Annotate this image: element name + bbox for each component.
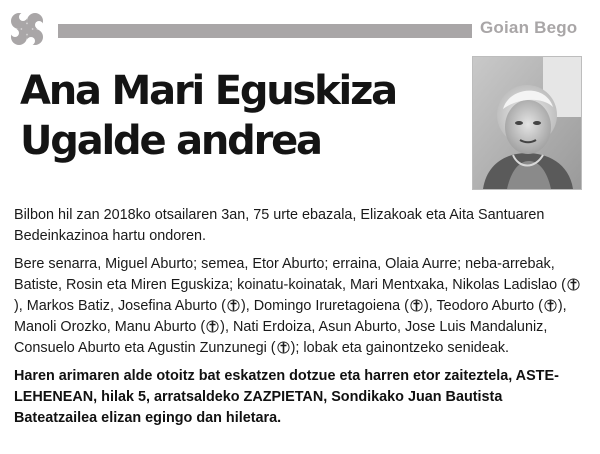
family-text-segment: ), Manoli Orozko, Manu Aburto ( xyxy=(14,298,567,335)
funeral-paragraph: Haren arimaren alde otoitz bat eskatzen dotzue eta harren etor zaiteztela, ASTE-LEHENEAN, hilak 5, arratsaldeko ZAZPIETAN, Sondikako Juan Bautista Bateatzailea elizan egingo dan hiletara. xyxy=(14,368,559,426)
family-text-segment: ), Domingo Iruretagoiena ( xyxy=(240,298,409,314)
intro-paragraph: Bilbon hil zan 2018ko otsailaren 3an, 75 urte ebazala, Elizakoak eta Aita Santuaren Bedeinkazinoa hartu ondoren. xyxy=(14,207,545,244)
family-text-segment: Bere senarra, Miguel Aburto; semea, Etor Aburto; erraina, Olaia Aurre; neba-arrebak, Batiste, Rosin eta Miren Eguskiza; koinatu-koinatak, Mari Mentxaka, Nikolas Ladislao ( xyxy=(14,256,566,293)
section-label: Goian Bego xyxy=(480,18,578,37)
cross-icon xyxy=(206,320,219,333)
obituary-body xyxy=(14,205,588,436)
family-text-segment: ), Teodoro Aburto ( xyxy=(423,298,543,314)
deceased-name xyxy=(20,66,460,166)
cross-icon xyxy=(544,299,557,312)
family-paragraph xyxy=(14,254,588,359)
deceased-name-line2: Ugalde andrea xyxy=(20,118,321,164)
cross-icon xyxy=(227,299,240,312)
lauburu-icon xyxy=(6,8,48,50)
family-text-segment: ), Markos Batiz, Josefina Aburto ( xyxy=(14,298,226,314)
portrait-photo xyxy=(472,56,582,190)
cross-icon xyxy=(277,341,290,354)
cross-icon xyxy=(567,278,580,291)
header-divider-bar xyxy=(58,24,472,38)
family-text-segment: ), Nati Erdoiza, Asun Aburto, Jose Luis Mandaluniz, Consuelo Aburto eta Agustin Zunzunegi ( xyxy=(14,319,548,356)
family-text-segment: ); lobak eta gainontzeko senideak. xyxy=(290,340,510,356)
deceased-name-line1: Ana Mari Eguskiza xyxy=(20,68,396,114)
cross-icon xyxy=(410,299,423,312)
header xyxy=(0,0,600,58)
